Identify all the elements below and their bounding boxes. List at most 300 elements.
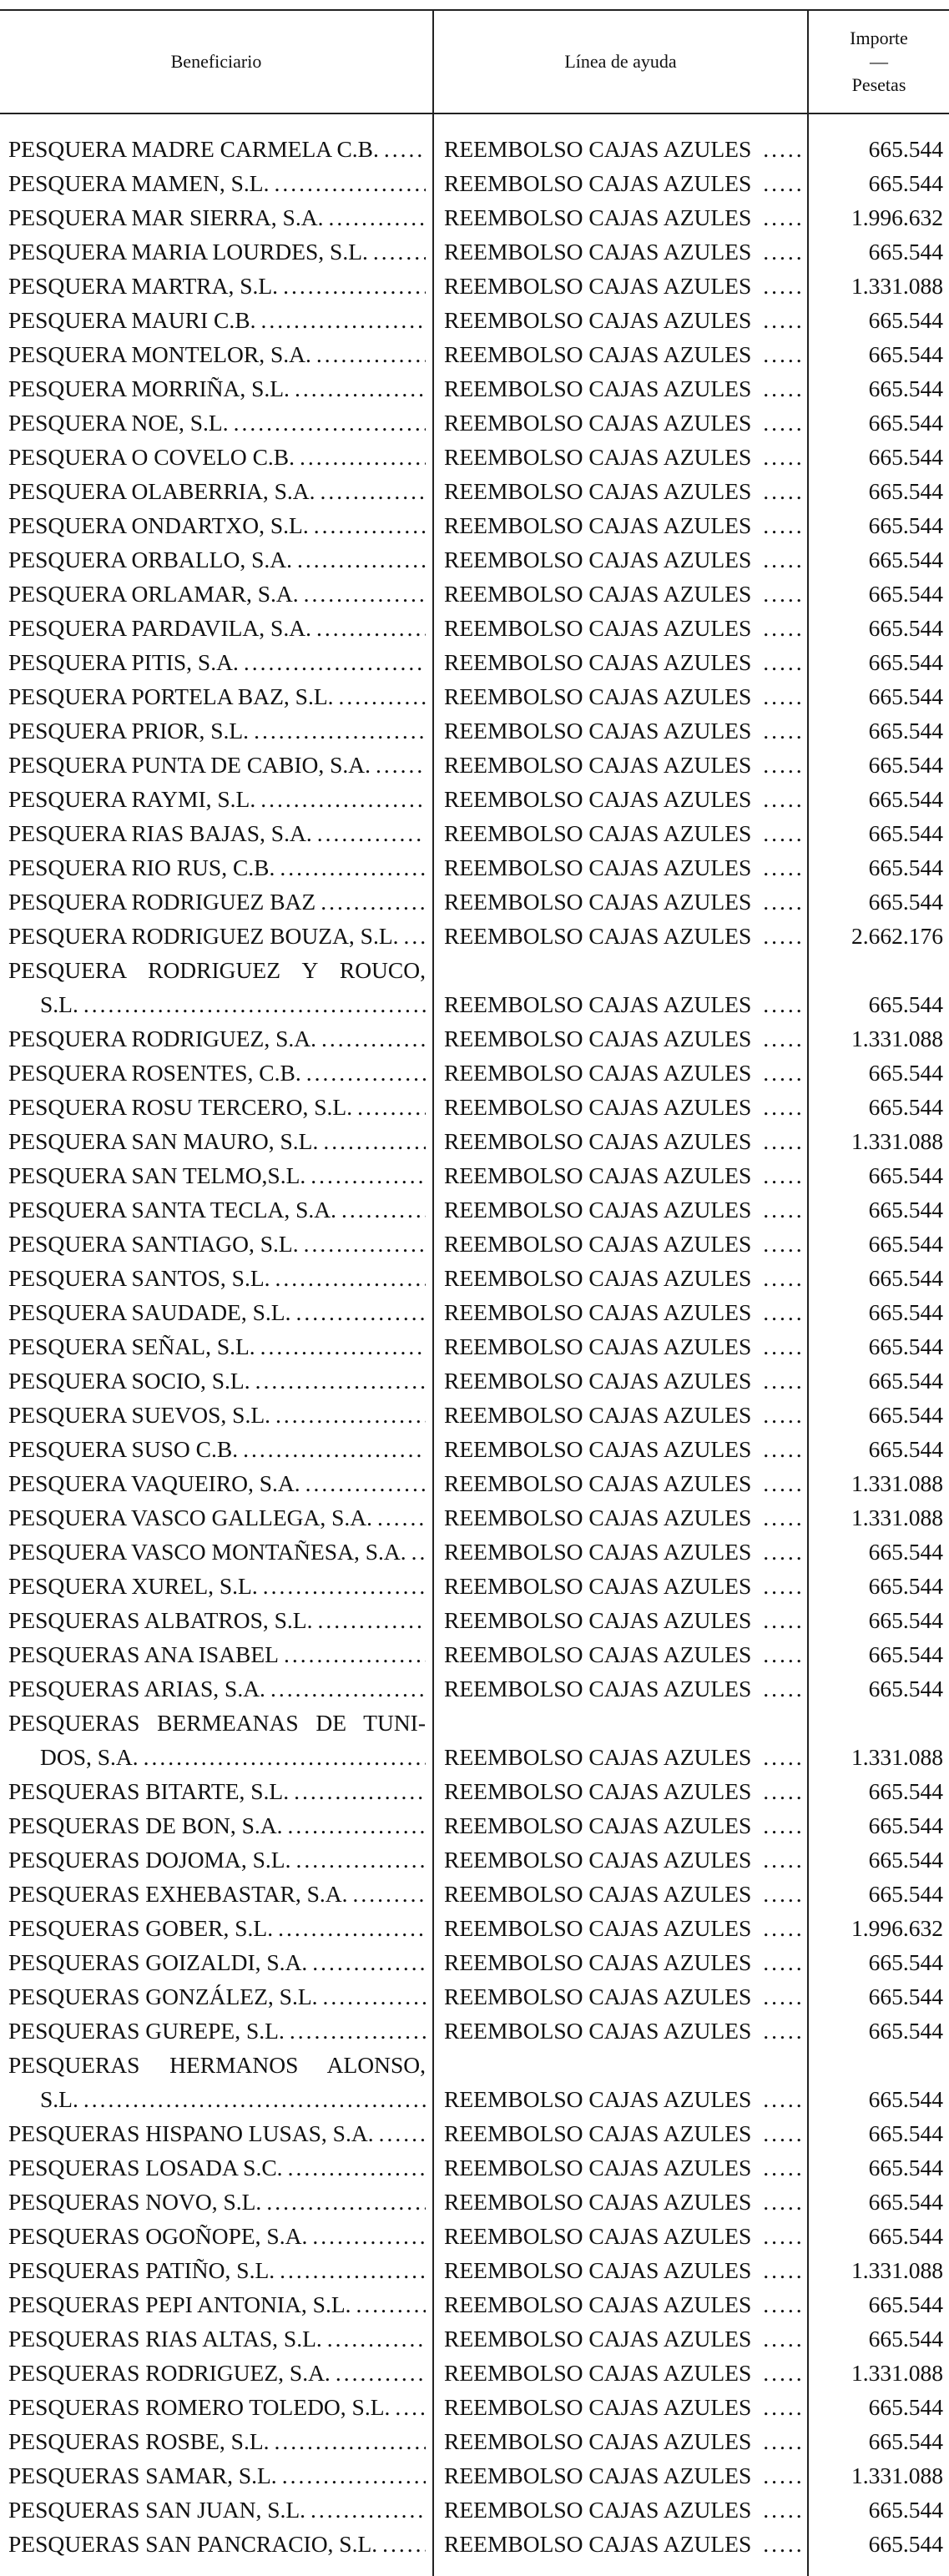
- beneficiario-cell: [8, 2527, 426, 2561]
- dot-leader: [336, 2356, 426, 2390]
- table-row: [0, 1329, 949, 1364]
- beneficiario-cell: [8, 2458, 426, 2493]
- dot-leader: [305, 1466, 426, 1500]
- linea-cell: [444, 885, 803, 919]
- importe-cell: 665.544: [868, 683, 943, 709]
- linea-text: REEMBOLSO CAJAS AZULES: [444, 273, 752, 299]
- importe-cell: 665.544: [868, 1333, 943, 1359]
- dot-leader: [280, 2253, 426, 2287]
- beneficiario-name: PESQUERAS GUREPE, S.L.: [8, 2018, 285, 2044]
- beneficiario-name: PESQUERA ROSU TERCERO, S.L.: [8, 1094, 353, 1120]
- dot-leader: [763, 987, 803, 1021]
- beneficiario-cell: [8, 1500, 426, 1535]
- linea-text: REEMBOLSO CAJAS AZULES: [444, 1505, 752, 1530]
- dot-leader: [763, 2356, 803, 2390]
- beneficiario-name: PESQUERA ORLAMAR, S.A.: [8, 581, 299, 607]
- linea-text: REEMBOLSO CAJAS AZULES: [444, 2394, 752, 2420]
- linea-cell: [444, 1056, 803, 1090]
- linea-cell: [444, 1329, 803, 1364]
- table-row: [0, 406, 949, 440]
- table-row: [0, 1569, 949, 1603]
- linea-text: REEMBOLSO CAJAS AZULES: [444, 1436, 752, 1462]
- linea-text: REEMBOLSO CAJAS AZULES: [444, 1368, 752, 1394]
- linea-text: REEMBOLSO CAJAS AZULES: [444, 718, 752, 744]
- dot-leader: [763, 1877, 803, 1911]
- importe-cell: 665.544: [868, 376, 943, 401]
- importe-cell: 665.544: [868, 854, 943, 880]
- dot-leader: [763, 1295, 803, 1329]
- dot-leader: [283, 269, 426, 303]
- dot-leader: [763, 1329, 803, 1364]
- beneficiario-name: PESQUERA SANTOS, S.L.: [8, 1265, 270, 1291]
- dot-leader: [356, 2287, 426, 2321]
- dot-leader: [317, 1603, 426, 1637]
- importe-cell: 1.331.088: [851, 1744, 943, 1770]
- table-row: [0, 1158, 949, 1192]
- linea-text: REEMBOLSO CAJAS AZULES: [444, 854, 752, 880]
- dot-leader: [83, 2082, 426, 2116]
- importe-cell: 665.544: [868, 2018, 943, 2044]
- beneficiario-cell: [8, 1911, 426, 1945]
- linea-text: REEMBOLSO CAJAS AZULES: [444, 1265, 752, 1291]
- beneficiario-name: PESQUERA O COVELO C.B.: [8, 444, 295, 470]
- dot-leader: [763, 1569, 803, 1603]
- table-row: [0, 816, 949, 850]
- beneficiario-name: PESQUERAS GOIZALDI, S.A.: [8, 1949, 308, 1975]
- linea-cell: [444, 303, 803, 337]
- linea-cell: [444, 1398, 803, 1432]
- linea-cell: [444, 1124, 803, 1158]
- linea-cell: [444, 2253, 803, 2287]
- dot-leader: [297, 542, 426, 577]
- dot-leader: [763, 1911, 803, 1945]
- table-row: [0, 1364, 949, 1398]
- table-row: [0, 1056, 949, 1090]
- beneficiario-name: PESQUERA MORRIÑA, S.L.: [8, 376, 290, 401]
- importe-cell: 665.544: [868, 2394, 943, 2420]
- beneficiario-name: PESQUERA SAN TELMO,S.L.: [8, 1162, 306, 1188]
- dot-leader: [763, 1398, 803, 1432]
- beneficiario-name: PESQUERA RAYMI, S.L.: [8, 786, 256, 812]
- table-row: [0, 2287, 949, 2321]
- linea-cell: [444, 371, 803, 406]
- beneficiario-cell: [8, 2116, 426, 2150]
- linea-text: REEMBOLSO CAJAS AZULES: [444, 615, 752, 641]
- importe-cell: 1.331.088: [851, 2463, 943, 2488]
- table-row: [0, 2014, 949, 2048]
- beneficiario-cell: [8, 2150, 426, 2185]
- importe-cell: 665.544: [868, 1231, 943, 1257]
- importe-cell: 1.996.632: [851, 204, 943, 230]
- linea-cell: [444, 1500, 803, 1535]
- linea-cell: [444, 816, 803, 850]
- dot-leader: [763, 816, 803, 850]
- dot-leader: [280, 850, 426, 885]
- table-row: [0, 919, 949, 953]
- beneficiario-cell: [8, 1124, 426, 1158]
- dot-leader: [763, 2014, 803, 2048]
- dot-leader: [763, 440, 803, 474]
- table-row: [0, 1877, 949, 1911]
- dot-leader: [763, 1432, 803, 1466]
- dot-leader: [763, 1603, 803, 1637]
- importe-cell: 1.331.088: [851, 2360, 943, 2386]
- table-row: [0, 2424, 949, 2458]
- dot-leader: [763, 2390, 803, 2424]
- importe-cell: 665.544: [868, 1573, 943, 1599]
- dot-leader: [320, 474, 426, 508]
- linea-cell: [444, 1535, 803, 1569]
- dot-leader: [763, 1158, 803, 1192]
- importe-cell: 665.544: [868, 170, 943, 196]
- importe-cell: 665.544: [868, 1539, 943, 1565]
- linea-text: REEMBOLSO CAJAS AZULES: [444, 752, 752, 778]
- linea-text: REEMBOLSO CAJAS AZULES: [444, 2291, 752, 2317]
- dot-leader: [763, 748, 803, 782]
- dot-leader: [763, 1945, 803, 1979]
- table-row: [0, 542, 949, 577]
- beneficiario-name: PESQUERAS DE BON, S.A.: [8, 1812, 283, 1838]
- dot-leader: [395, 2390, 426, 2424]
- linea-text: REEMBOLSO CAJAS AZULES: [444, 1778, 752, 1804]
- beneficiario-cell: [8, 200, 426, 234]
- beneficiario-name: PESQUERA RODRIGUEZ BAZ: [8, 889, 316, 915]
- beneficiario-name: PESQUERAS GONZÁLEZ, S.L.: [8, 1984, 318, 2009]
- linea-cell: [444, 850, 803, 885]
- linea-text: REEMBOLSO CAJAS AZULES: [444, 2497, 752, 2523]
- linea-cell: [444, 2116, 803, 2150]
- dot-leader: [763, 1774, 803, 1808]
- beneficiario-name: PESQUERA VAQUEIRO, S.A.: [8, 1470, 300, 1496]
- dot-leader: [763, 406, 803, 440]
- beneficiario-cell: [8, 1843, 426, 1877]
- dot-leader: [306, 1056, 426, 1090]
- header-beneficiario-label: Beneficiario: [170, 50, 262, 72]
- table-row: [0, 1295, 949, 1329]
- linea-cell: [444, 679, 803, 713]
- beneficiario-name: PESQUERA SAUDADE, S.L.: [8, 1299, 291, 1325]
- dot-leader: [763, 132, 803, 166]
- beneficiario-name: PESQUERA VASCO MONTAÑESA, S.A.: [8, 1539, 406, 1565]
- beneficiario-name: PESQUERAS GOBER, S.L.: [8, 1915, 274, 1941]
- dot-leader: [763, 2527, 803, 2561]
- linea-cell: [444, 713, 803, 748]
- dot-leader: [379, 2116, 426, 2150]
- linea-cell: [444, 1295, 803, 1329]
- importe-cell: 665.544: [868, 1265, 943, 1291]
- header-linea: [434, 9, 807, 113]
- table-row: [0, 269, 949, 303]
- beneficiario-name: PESQUERA SUEVOS, S.L.: [8, 1402, 271, 1428]
- importe-cell: 665.544: [868, 752, 943, 778]
- dot-leader: [260, 1329, 426, 1364]
- dot-leader: [763, 303, 803, 337]
- dot-leader: [763, 2321, 803, 2356]
- dot-leader: [275, 1261, 426, 1295]
- table-row: [0, 713, 949, 748]
- beneficiario-cell: [8, 1877, 426, 1911]
- dot-leader: [763, 850, 803, 885]
- linea-cell: [444, 1603, 803, 1637]
- dot-leader: [763, 782, 803, 816]
- linea-cell: [444, 269, 803, 303]
- beneficiario-name: PESQUERA MADRE CARMELA C.B.: [8, 136, 379, 162]
- importe-cell: 665.544: [868, 786, 943, 812]
- importe-cell: 1.331.088: [851, 273, 943, 299]
- linea-cell: [444, 2527, 803, 2561]
- beneficiario-name: PESQUERAS SAN PANCRACIO, S.L.: [8, 2531, 378, 2557]
- dot-leader: [763, 234, 803, 269]
- dot-leader: [763, 1466, 803, 1500]
- importe-cell: 665.544: [868, 410, 943, 436]
- dot-leader: [339, 679, 426, 713]
- dot-leader: [763, 713, 803, 748]
- dot-leader: [312, 2219, 426, 2253]
- table-row: [0, 2116, 949, 2150]
- linea-text: REEMBOLSO CAJAS AZULES: [444, 239, 752, 265]
- table-row: [0, 1021, 949, 1056]
- dot-leader: [328, 200, 426, 234]
- table-row: [0, 577, 949, 611]
- dot-leader: [763, 1637, 803, 1671]
- importe-cell: 665.544: [868, 1778, 943, 1804]
- dot-leader: [763, 1192, 803, 1227]
- dot-leader: [384, 132, 426, 166]
- beneficiario-cell: [8, 1603, 426, 1637]
- importe-cell: 665.544: [868, 1812, 943, 1838]
- dot-leader: [244, 645, 426, 679]
- linea-cell: [444, 2287, 803, 2321]
- importe-cell: 665.544: [868, 1060, 943, 1086]
- beneficiario-cell: [8, 1192, 426, 1227]
- linea-text: REEMBOLSO CAJAS AZULES: [444, 1573, 752, 1599]
- beneficiario-cell: [8, 1945, 426, 1979]
- importe-cell: 665.544: [868, 2326, 943, 2352]
- linea-cell: [444, 1021, 803, 1056]
- dot-leader: [260, 303, 426, 337]
- beneficiario-cell: [8, 1227, 426, 1261]
- linea-cell: [444, 1774, 803, 1808]
- beneficiario-cell: [8, 1056, 426, 1090]
- linea-text: REEMBOLSO CAJAS AZULES: [444, 1402, 752, 1428]
- linea-cell: [444, 1261, 803, 1295]
- dot-leader: [763, 1979, 803, 2014]
- table-row: [0, 2321, 949, 2356]
- table-row: [0, 1671, 949, 1706]
- importe-cell: 665.544: [868, 307, 943, 333]
- linea-cell: [444, 2321, 803, 2356]
- header-beneficiario: [0, 9, 432, 113]
- linea-text: REEMBOLSO CAJAS AZULES: [444, 1539, 752, 1565]
- dot-leader: [763, 1671, 803, 1706]
- beneficiario-cell: [8, 1535, 426, 1569]
- table-row: [0, 850, 949, 885]
- beneficiario-name: PESQUERA PITIS, S.A.: [8, 649, 239, 675]
- table-row: [0, 953, 949, 1021]
- beneficiario-cell: [8, 1295, 426, 1329]
- linea-cell: [444, 1843, 803, 1877]
- beneficiario-cell: [8, 406, 426, 440]
- beneficiario-name: PESQUERA PARDAVILA, S.A.: [8, 615, 311, 641]
- beneficiario-cell: [8, 132, 426, 166]
- importe-cell: 665.544: [868, 581, 943, 607]
- linea-text: REEMBOLSO CAJAS AZULES: [444, 1744, 752, 1770]
- dot-leader: [353, 1877, 426, 1911]
- linea-text: REEMBOLSO CAJAS AZULES: [444, 2223, 752, 2249]
- linea-text: REEMBOLSO CAJAS AZULES: [444, 1881, 752, 1907]
- dot-leader: [763, 1261, 803, 1295]
- dot-leader: [763, 2493, 803, 2527]
- beneficiario-cell: [8, 1398, 426, 1432]
- importe-cell: 665.544: [868, 1847, 943, 1873]
- dot-leader: [763, 2150, 803, 2185]
- beneficiario-name-line2: DOS, S.A.: [40, 1744, 139, 1770]
- importe-cell: 665.544: [868, 2291, 943, 2317]
- importe-cell: 665.544: [868, 1094, 943, 1120]
- beneficiario-cell: [8, 508, 426, 542]
- beneficiario-name: PESQUERAS SAMAR, S.L.: [8, 2463, 277, 2488]
- table-row: [0, 1808, 949, 1843]
- beneficiario-name: PESQUERA ORBALLO, S.A.: [8, 547, 292, 572]
- importe-cell: 665.544: [868, 1641, 943, 1667]
- beneficiario-cell: [8, 166, 426, 200]
- table-row: [0, 1090, 949, 1124]
- header-importe-label: Importe: [850, 27, 908, 48]
- beneficiario-cell: [8, 611, 426, 645]
- header-importe: [809, 9, 949, 113]
- linea-text: REEMBOLSO CAJAS AZULES: [444, 204, 752, 230]
- importe-cell: 1.331.088: [851, 2257, 943, 2283]
- beneficiario-cell: [8, 371, 426, 406]
- importe-cell: 665.544: [868, 136, 943, 162]
- beneficiario-cell: [8, 1158, 426, 1192]
- importe-cell: 665.544: [868, 547, 943, 572]
- beneficiario-cell: [8, 440, 426, 474]
- linea-text: REEMBOLSO CAJAS AZULES: [444, 478, 752, 504]
- linea-cell: [444, 166, 803, 200]
- table-row: [0, 1706, 949, 1774]
- importe-cell: 2.662.176: [851, 923, 943, 949]
- dot-leader: [763, 1500, 803, 1535]
- dot-leader: [763, 2253, 803, 2287]
- linea-text: REEMBOLSO CAJAS AZULES: [444, 2086, 752, 2112]
- beneficiario-cell: [8, 234, 426, 269]
- table-row: [0, 1911, 949, 1945]
- beneficiario-cell: [8, 1569, 426, 1603]
- beneficiario-name: PESQUERA SEÑAL, S.L.: [8, 1333, 255, 1359]
- beneficiario-name: PESQUERA ROSENTES, C.B.: [8, 1060, 301, 1086]
- table-row: [0, 1227, 949, 1261]
- importe-cell: 665.544: [868, 512, 943, 538]
- table-row: [0, 1843, 949, 1877]
- beneficiario-cell: [8, 953, 426, 1021]
- linea-text: REEMBOLSO CAJAS AZULES: [444, 1162, 752, 1188]
- beneficiario-cell: [8, 748, 426, 782]
- table-row: [0, 508, 949, 542]
- importe-cell: 665.544: [868, 2120, 943, 2146]
- dot-leader: [295, 1843, 426, 1877]
- linea-cell: [444, 1466, 803, 1500]
- table-row: [0, 1945, 949, 1979]
- linea-cell: [444, 1637, 803, 1671]
- beneficiario-cell: [8, 1261, 426, 1295]
- dot-leader: [763, 200, 803, 234]
- beneficiario-cell: [8, 1671, 426, 1706]
- table-row: [0, 1261, 949, 1295]
- linea-cell: [444, 2458, 803, 2493]
- linea-cell: [444, 2356, 803, 2390]
- importe-cell: 665.544: [868, 1984, 943, 2009]
- beneficiario-cell: [8, 850, 426, 885]
- header-importe-dash: —: [870, 50, 888, 72]
- dot-leader: [310, 2493, 426, 2527]
- dot-leader: [763, 542, 803, 577]
- beneficiario-name: PESQUERAS LOSADA S.C.: [8, 2155, 283, 2180]
- beneficiario-name: PESQUERA RODRIGUEZ BOUZA, S.L.: [8, 923, 399, 949]
- importe-cell: 1.996.632: [851, 1915, 943, 1941]
- header-linea-label: Línea de ayuda: [564, 50, 677, 72]
- dot-leader: [763, 1843, 803, 1877]
- importe-cell: 665.544: [868, 1197, 943, 1222]
- importe-cell: 1.331.088: [851, 1026, 943, 1051]
- dot-leader: [288, 2150, 426, 2185]
- linea-cell: [444, 1979, 803, 2014]
- beneficiario-name: PESQUERAS OGOÑOPE, S.A.: [8, 2223, 308, 2249]
- table-row: [0, 645, 949, 679]
- dot-leader: [376, 748, 426, 782]
- beneficiario-name: PESQUERAS BITARTE, S.L.: [8, 1778, 290, 1804]
- dot-leader: [316, 337, 426, 371]
- beneficiario-name: PESQUERA MAMEN, S.L.: [8, 170, 270, 196]
- beneficiario-name: PESQUERA OLABERRIA, S.A.: [8, 478, 315, 504]
- beneficiario-cell: [8, 577, 426, 611]
- table-row: [0, 200, 949, 234]
- dot-leader: [763, 2458, 803, 2493]
- beneficiario-name: PESQUERA MAR SIERRA, S.A.: [8, 204, 324, 230]
- table-row: [0, 1432, 949, 1466]
- table-row: [0, 303, 949, 337]
- linea-cell: [444, 1364, 803, 1398]
- linea-text: REEMBOLSO CAJAS AZULES: [444, 1470, 752, 1496]
- table-row: [0, 2527, 949, 2561]
- beneficiario-cell: [8, 474, 426, 508]
- dot-leader: [763, 679, 803, 713]
- linea-text: REEMBOLSO CAJAS AZULES: [444, 2155, 752, 2180]
- linea-text: REEMBOLSO CAJAS AZULES: [444, 1847, 752, 1873]
- beneficiario-name: PESQUERA RODRIGUEZ, S.A.: [8, 1026, 316, 1051]
- beneficiario-cell: [8, 1329, 426, 1364]
- dot-leader: [763, 577, 803, 611]
- importe-cell: 665.544: [868, 1162, 943, 1188]
- dot-leader: [763, 611, 803, 645]
- linea-text: REEMBOLSO CAJAS AZULES: [444, 649, 752, 675]
- linea-text: REEMBOLSO CAJAS AZULES: [444, 1197, 752, 1222]
- importe-cell: 665.544: [868, 820, 943, 846]
- linea-cell: [444, 2150, 803, 2185]
- dot-leader: [83, 987, 426, 1021]
- beneficiario-cell: [8, 1364, 426, 1398]
- dot-leader: [304, 1227, 426, 1261]
- beneficiario-name-line1: PESQUERAS HERMANOS ALONSO,: [8, 2052, 426, 2078]
- beneficiario-cell: [8, 645, 426, 679]
- beneficiario-cell: [8, 303, 426, 337]
- beneficiario-cell: [8, 2219, 426, 2253]
- linea-text: REEMBOLSO CAJAS AZULES: [444, 2018, 752, 2044]
- table-row: [0, 1603, 949, 1637]
- linea-cell: [444, 2014, 803, 2048]
- linea-text: REEMBOLSO CAJAS AZULES: [444, 2189, 752, 2215]
- linea-text: REEMBOLSO CAJAS AZULES: [444, 1094, 752, 1120]
